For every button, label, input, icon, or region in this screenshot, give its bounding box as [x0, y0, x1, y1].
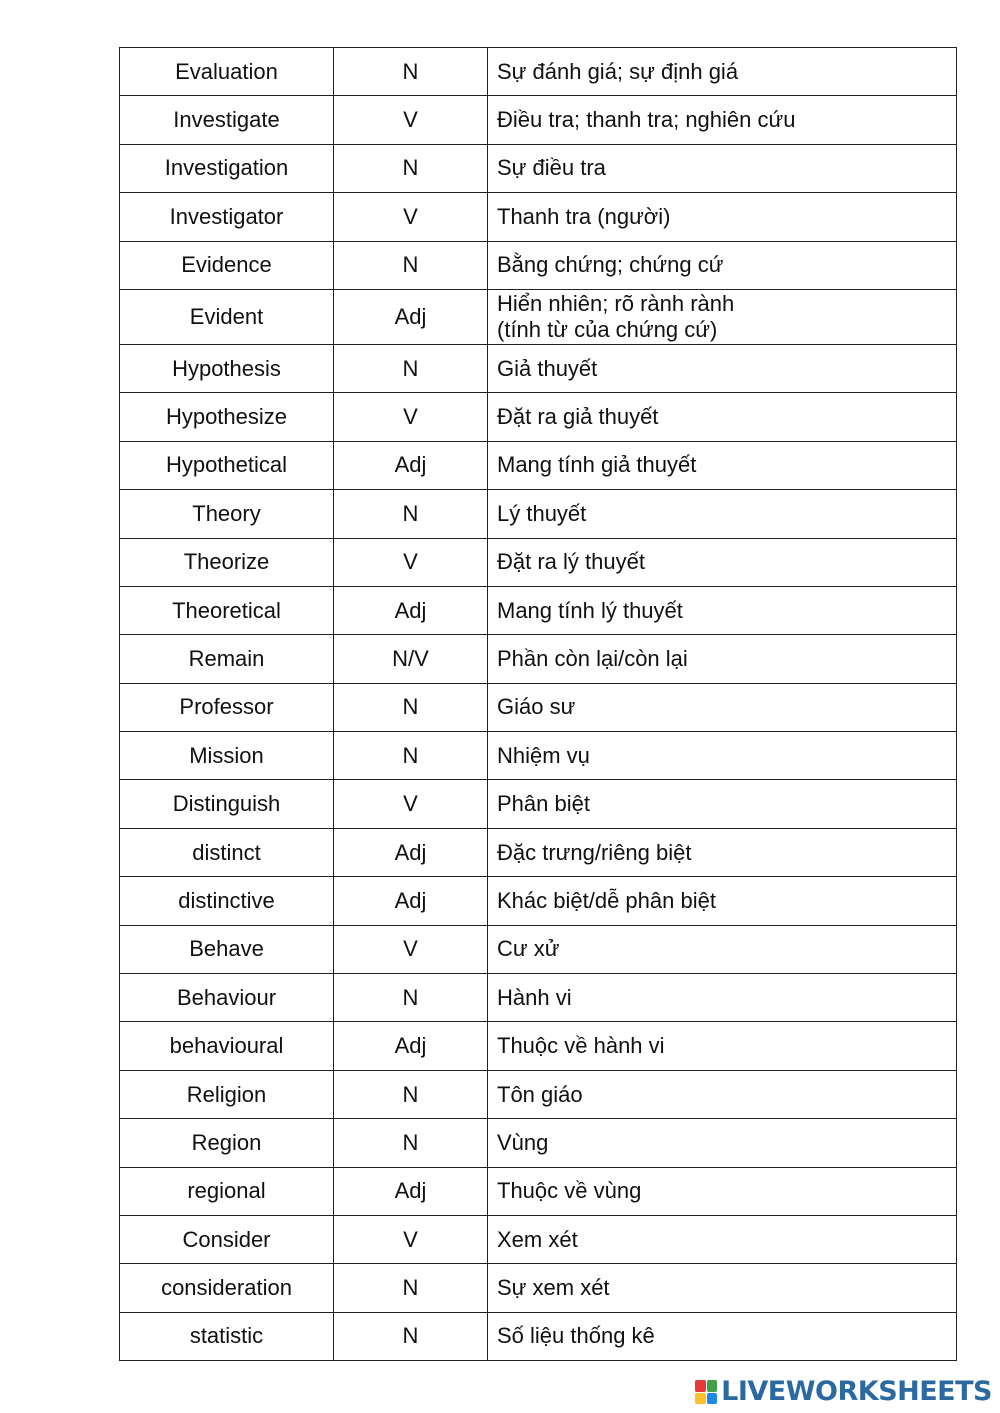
meaning-line: Cư xử	[497, 936, 560, 962]
table-row	[120, 1119, 957, 1167]
part-of-speech-cell: V	[334, 925, 488, 973]
word-cell: consideration	[120, 1264, 334, 1312]
meaning-cell	[488, 828, 957, 876]
table-row	[120, 1264, 957, 1312]
table-row	[120, 1215, 957, 1263]
table-row	[120, 732, 957, 780]
meaning-cell	[488, 780, 957, 828]
meaning-cell	[488, 344, 957, 392]
word-cell: Evidence	[120, 241, 334, 289]
word-cell: Religion	[120, 1070, 334, 1118]
word-cell: Behave	[120, 925, 334, 973]
meaning-cell	[488, 1070, 957, 1118]
word-cell: Professor	[120, 683, 334, 731]
meaning-line: Giả thuyết	[497, 355, 598, 381]
word-cell: Hypothetical	[120, 441, 334, 489]
table-row	[120, 241, 957, 289]
logo-square-yellow	[695, 1393, 706, 1405]
word-cell: Distinguish	[120, 780, 334, 828]
meaning-cell	[488, 48, 957, 96]
meaning-cell	[488, 925, 957, 973]
word-cell: Investigator	[120, 193, 334, 241]
table-row	[120, 1167, 957, 1215]
part-of-speech-cell: N	[334, 490, 488, 538]
word-cell: Consider	[120, 1215, 334, 1263]
table-row	[120, 1022, 957, 1070]
meaning-line: Thanh tra (người)	[497, 203, 671, 229]
meaning-line: Số liệu thống kê	[497, 1323, 655, 1349]
meaning-line: Hiển nhiên; rõ rành rành	[497, 290, 735, 316]
meaning-line: Đặt ra giả thuyết	[497, 404, 659, 430]
part-of-speech-cell: V	[334, 780, 488, 828]
table-row	[120, 780, 957, 828]
table-row	[120, 1312, 957, 1360]
table-row	[120, 828, 957, 876]
meaning-cell	[488, 1022, 957, 1070]
liveworksheets-logo-icon	[695, 1380, 717, 1404]
meaning-line: Thuộc về vùng	[497, 1178, 642, 1204]
logo-square-blue	[707, 1393, 718, 1405]
part-of-speech-cell: V	[334, 538, 488, 586]
part-of-speech-cell: V	[334, 96, 488, 144]
part-of-speech-cell: N	[334, 974, 488, 1022]
part-of-speech-cell: N	[334, 1070, 488, 1118]
meaning-cell	[488, 289, 957, 344]
meaning-cell	[488, 635, 957, 683]
word-cell: Theoretical	[120, 586, 334, 634]
meaning-line: Lý thuyết	[497, 500, 587, 526]
part-of-speech-cell: Adj	[334, 877, 488, 925]
meaning-line: Phần còn lại/còn lại	[497, 645, 688, 671]
word-cell: Theory	[120, 490, 334, 538]
part-of-speech-cell: N/V	[334, 635, 488, 683]
meaning-cell	[488, 1215, 957, 1263]
part-of-speech-cell: Adj	[334, 828, 488, 876]
meaning-cell	[488, 683, 957, 731]
part-of-speech-cell: N	[334, 683, 488, 731]
word-cell: Remain	[120, 635, 334, 683]
table-row	[120, 393, 957, 441]
word-cell: distinct	[120, 828, 334, 876]
table-row	[120, 289, 957, 344]
brand-name: LIVEWORKSHEETS	[721, 1376, 992, 1407]
meaning-cell	[488, 877, 957, 925]
part-of-speech-cell: N	[334, 241, 488, 289]
vocabulary-table-body	[120, 48, 957, 1361]
meaning-line: Khác biệt/dễ phân biệt	[497, 887, 716, 913]
meaning-line: Vùng	[497, 1129, 549, 1155]
meaning-line: Sự điều tra	[497, 155, 606, 181]
liveworksheets-brand	[695, 1377, 992, 1407]
table-row	[120, 925, 957, 973]
meaning-cell	[488, 241, 957, 289]
meaning-line: Điều tra; thanh tra; nghiên cứu	[497, 107, 796, 133]
part-of-speech-cell: Adj	[334, 586, 488, 634]
meaning-line: Hành vi	[497, 984, 572, 1010]
meaning-cell	[488, 96, 957, 144]
part-of-speech-cell: V	[334, 193, 488, 241]
meaning-line: Đặc trưng/riêng biệt	[497, 839, 692, 865]
meaning-cell	[488, 144, 957, 192]
word-cell: Theorize	[120, 538, 334, 586]
part-of-speech-cell: Adj	[334, 1022, 488, 1070]
table-row	[120, 490, 957, 538]
part-of-speech-cell: N	[334, 144, 488, 192]
meaning-cell	[488, 538, 957, 586]
part-of-speech-cell: N	[334, 344, 488, 392]
word-cell: statistic	[120, 1312, 334, 1360]
part-of-speech-cell: N	[334, 1119, 488, 1167]
meaning-cell	[488, 974, 957, 1022]
meaning-line: Sự đánh giá; sự định giá	[497, 58, 739, 84]
meaning-cell	[488, 1119, 957, 1167]
meaning-cell	[488, 1167, 957, 1215]
table-row	[120, 974, 957, 1022]
part-of-speech-cell: N	[334, 48, 488, 96]
table-row	[120, 877, 957, 925]
part-of-speech-cell: Adj	[334, 1167, 488, 1215]
word-cell: Evaluation	[120, 48, 334, 96]
table-row	[120, 683, 957, 731]
meaning-line: Giáo sư	[497, 694, 576, 720]
word-cell: Hypothesis	[120, 344, 334, 392]
logo-square-green	[707, 1380, 718, 1392]
part-of-speech-cell: N	[334, 1264, 488, 1312]
meaning-line: Xem xét	[497, 1226, 578, 1252]
meaning-line: Thuộc về hành vi	[497, 1033, 665, 1059]
word-cell: Hypothesize	[120, 393, 334, 441]
table-row	[120, 144, 957, 192]
meaning-cell	[488, 193, 957, 241]
meaning-cell	[488, 490, 957, 538]
meaning-cell	[488, 586, 957, 634]
table-row	[120, 193, 957, 241]
meaning-cell	[488, 441, 957, 489]
word-cell: Region	[120, 1119, 334, 1167]
meaning-cell	[488, 1312, 957, 1360]
part-of-speech-cell: Adj	[334, 289, 488, 344]
part-of-speech-cell: N	[334, 732, 488, 780]
word-cell: Investigate	[120, 96, 334, 144]
part-of-speech-cell: N	[334, 1312, 488, 1360]
meaning-cell	[488, 1264, 957, 1312]
vocabulary-table	[119, 47, 957, 1361]
meaning-line: Tôn giáo	[497, 1081, 583, 1107]
meaning-line: Bằng chứng; chứng cứ	[497, 252, 724, 278]
word-cell: Investigation	[120, 144, 334, 192]
word-cell: Behaviour	[120, 974, 334, 1022]
meaning-line: Đặt ra lý thuyết	[497, 549, 645, 575]
table-row	[120, 96, 957, 144]
meaning-cell	[488, 732, 957, 780]
part-of-speech-cell: V	[334, 1215, 488, 1263]
table-row	[120, 635, 957, 683]
table-row	[120, 441, 957, 489]
word-cell: Evident	[120, 289, 334, 344]
meaning-line: (tính từ của chứng cứ)	[497, 316, 718, 342]
meaning-line: Mang tính lý thuyết	[497, 597, 683, 623]
table-row	[120, 586, 957, 634]
logo-square-red	[695, 1380, 706, 1392]
word-cell: behavioural	[120, 1022, 334, 1070]
part-of-speech-cell: V	[334, 393, 488, 441]
meaning-line: Phân biệt	[497, 791, 590, 817]
meaning-line: Nhiệm vụ	[497, 742, 590, 768]
meaning-line: Sự xem xét	[497, 1275, 610, 1301]
meaning-cell	[488, 393, 957, 441]
table-row	[120, 538, 957, 586]
word-cell: distinctive	[120, 877, 334, 925]
table-row	[120, 1070, 957, 1118]
table-row	[120, 48, 957, 96]
table-row	[120, 344, 957, 392]
word-cell: regional	[120, 1167, 334, 1215]
word-cell: Mission	[120, 732, 334, 780]
meaning-line: Mang tính giả thuyết	[497, 452, 697, 478]
part-of-speech-cell: Adj	[334, 441, 488, 489]
